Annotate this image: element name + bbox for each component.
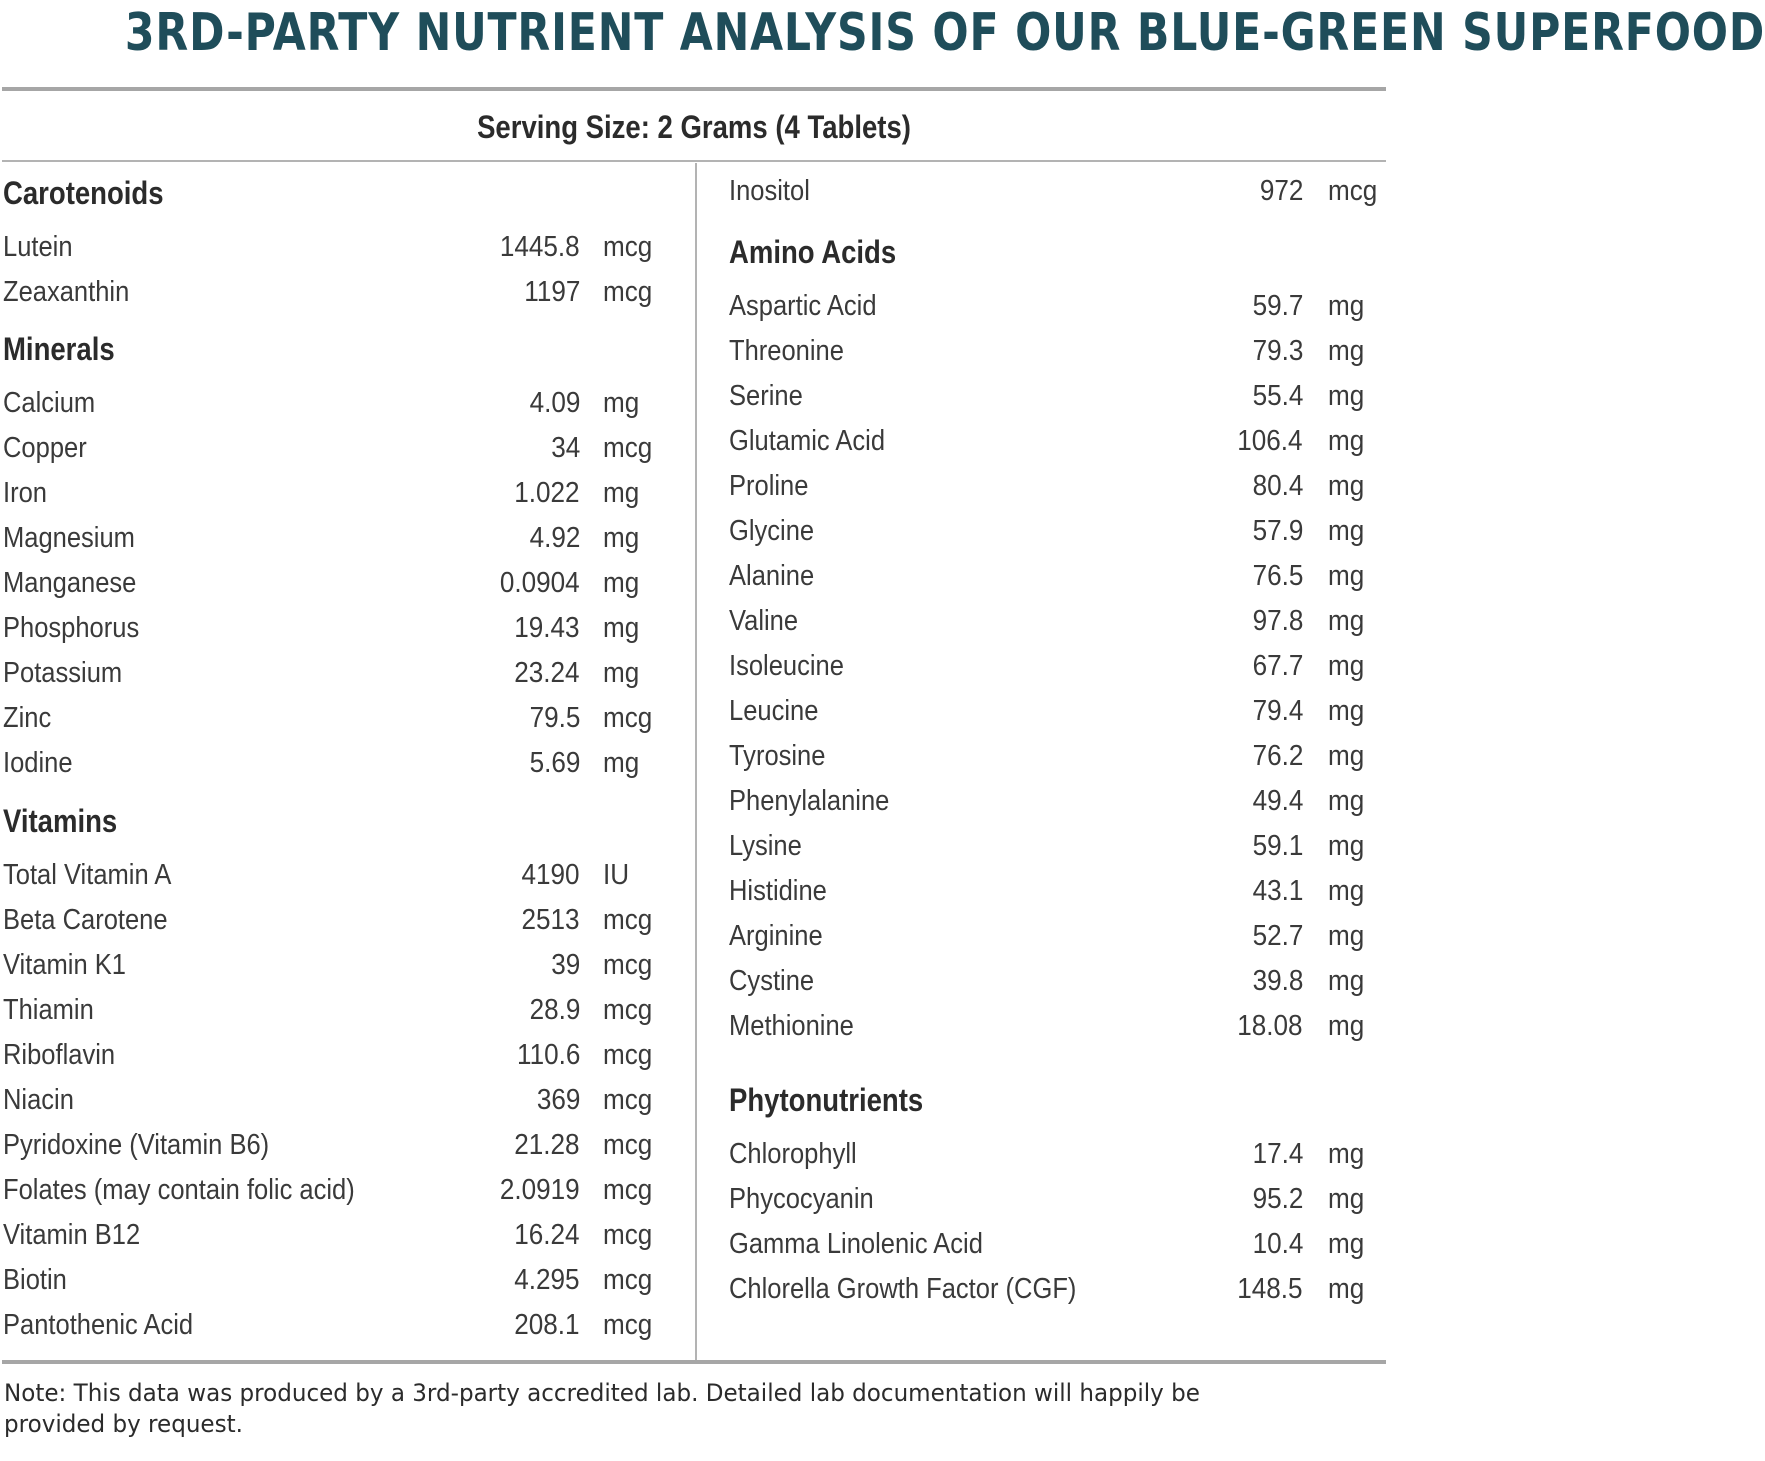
nutrient-unit: mcg <box>603 1219 653 1251</box>
nutrient-unit: mg <box>1328 785 1365 817</box>
nutrient-row <box>729 781 1379 821</box>
nutrient-row <box>729 961 1379 1001</box>
nutrient-unit: mcg <box>603 949 653 981</box>
nutrient-unit: mg <box>1328 515 1365 547</box>
nutrient-name: Iron <box>3 477 47 509</box>
nutrient-name: Iodine <box>3 747 73 779</box>
nutrient-unit: mg <box>1328 1010 1365 1042</box>
nutrient-value: 16.24 <box>514 1219 580 1251</box>
nutrient-name: Potassium <box>3 657 123 689</box>
nutrient-name: Zeaxanthin <box>3 276 130 308</box>
nutrient-value: 148.5 <box>1237 1273 1303 1305</box>
nutrient-row <box>3 1080 658 1120</box>
nutrient-row <box>729 331 1379 371</box>
nutrient-name: Vitamin B12 <box>3 1219 141 1251</box>
nutrient-name: Isoleucine <box>729 650 844 682</box>
nutrient-name: Threonine <box>729 335 844 367</box>
nutrient-row <box>3 383 658 423</box>
nutrient-unit: mcg <box>603 1129 653 1161</box>
nutrient-row <box>3 743 658 783</box>
nutrient-value: 95.2 <box>1252 1183 1303 1215</box>
nutrient-row <box>3 990 658 1030</box>
nutrient-value: 17.4 <box>1252 1138 1303 1170</box>
nutrient-unit: mcg <box>603 1174 653 1206</box>
nutrient-value: 4.92 <box>529 522 580 554</box>
nutrient-unit: mcg <box>603 1039 653 1071</box>
nutrient-unit: mg <box>1328 335 1365 367</box>
nutrient-unit: mcg <box>603 276 653 308</box>
nutrient-value: 52.7 <box>1252 920 1303 952</box>
nutrient-unit: mg <box>603 612 640 644</box>
nutrient-row <box>3 428 658 468</box>
nutrient-row <box>729 421 1379 461</box>
nutrient-name: Beta Carotene <box>3 904 168 936</box>
nutrient-unit: mcg <box>603 1309 653 1341</box>
nutrient-name: Glutamic Acid <box>729 425 886 457</box>
nutrient-unit: mg <box>1328 1183 1365 1215</box>
nutrient-unit: mcg <box>603 231 653 263</box>
nutrient-name: Phenylalanine <box>729 785 890 817</box>
section-heading-carotenoids: Carotenoids <box>3 175 164 211</box>
nutrient-value: 59.1 <box>1252 830 1303 862</box>
nutrient-value: 67.7 <box>1252 650 1303 682</box>
section-heading-amino-acids: Amino Acids <box>729 234 897 270</box>
nutrient-unit: mg <box>1328 1273 1365 1305</box>
nutrient-row <box>729 1269 1379 1309</box>
nutrient-row <box>729 511 1379 551</box>
serving-size: Serving Size: 2 Grams (4 Tablets) <box>477 109 911 145</box>
nutrient-row <box>729 376 1379 416</box>
page-title: 3RD-PARTY NUTRIENT ANALYSIS OF OUR BLUE-GREEN SUPERFOOD <box>124 3 1765 63</box>
nutrient-value: 2.0919 <box>500 1174 580 1206</box>
nutrient-unit: mcg <box>603 994 653 1026</box>
nutrient-name: Phosphorus <box>3 612 140 644</box>
nutrient-row <box>3 227 658 267</box>
nutrient-row <box>729 601 1379 641</box>
nutrient-name: Lutein <box>3 231 73 263</box>
nutrient-value: 49.4 <box>1252 785 1303 817</box>
nutrient-value: 79.4 <box>1252 695 1303 727</box>
nutrient-value: 4.295 <box>514 1264 580 1296</box>
nutrient-name: Magnesium <box>3 522 135 554</box>
nutrient-row <box>729 1006 1379 1046</box>
nutrient-row <box>729 1134 1379 1174</box>
nutrient-unit: mcg <box>603 432 653 464</box>
nutrient-value: 28.9 <box>529 994 580 1026</box>
nutrient-name: Manganese <box>3 567 137 599</box>
nutrient-name: Calcium <box>3 387 96 419</box>
nutrient-value: 5.69 <box>529 747 580 779</box>
nutrient-value: 208.1 <box>514 1309 580 1341</box>
nutrient-value: 1445.8 <box>500 231 580 263</box>
nutrient-row <box>3 945 658 985</box>
nutrient-row <box>729 286 1379 326</box>
nutrient-value: 19.43 <box>514 612 580 644</box>
nutrient-name: Serine <box>729 380 803 412</box>
nutrient-row <box>729 171 1379 211</box>
nutrient-name: Methionine <box>729 1010 854 1042</box>
nutrient-value: 21.28 <box>514 1129 580 1161</box>
nutrient-name: Copper <box>3 432 87 464</box>
nutrient-row <box>3 272 658 312</box>
nutrient-name: Leucine <box>729 695 819 727</box>
nutrient-name: Chlorophyll <box>729 1138 857 1170</box>
nutrient-unit: mg <box>1328 1138 1365 1170</box>
nutrient-name: Proline <box>729 470 809 502</box>
nutrient-name: Phycocyanin <box>729 1183 874 1215</box>
nutrient-name: Gamma Linolenic Acid <box>729 1228 983 1260</box>
nutrient-name: Niacin <box>3 1084 74 1116</box>
nutrient-row <box>3 1170 658 1210</box>
nutrient-row <box>729 556 1379 596</box>
nutrient-value: 10.4 <box>1252 1228 1303 1260</box>
nutrient-value: 18.08 <box>1237 1010 1303 1042</box>
nutrient-value: 76.2 <box>1252 740 1303 772</box>
nutrient-unit: mg <box>1328 380 1365 412</box>
footer-divider <box>2 1360 1386 1364</box>
nutrient-name: Cystine <box>729 965 815 997</box>
nutrient-unit: mcg <box>603 1264 653 1296</box>
nutrient-unit: mcg <box>603 702 653 734</box>
nutrient-unit: mg <box>1328 830 1365 862</box>
nutrient-value: 2513 <box>521 904 580 936</box>
nutrient-name: Zinc <box>3 702 52 734</box>
nutrient-name: Chlorella Growth Factor (CGF) <box>729 1273 1077 1305</box>
nutrient-value: 4190 <box>521 859 580 891</box>
nutrient-row <box>729 916 1379 956</box>
nutrient-value: 97.8 <box>1252 605 1303 637</box>
nutrient-unit: mg <box>1328 650 1365 682</box>
nutrient-row <box>729 1224 1379 1264</box>
nutrient-value: 110.6 <box>516 1039 580 1071</box>
nutrient-name: Aspartic Acid <box>729 290 877 322</box>
nutrient-unit: mg <box>1328 965 1365 997</box>
nutrient-unit: mcg <box>603 1084 653 1116</box>
nutrient-value: 0.0904 <box>500 567 580 599</box>
nutrient-row <box>3 473 658 513</box>
nutrient-row <box>729 646 1379 686</box>
nutrient-unit: mg <box>603 477 640 509</box>
nutrient-row <box>729 871 1379 911</box>
nutrient-value: 106.4 <box>1237 425 1303 457</box>
nutrient-row <box>3 1305 658 1345</box>
nutrient-row <box>729 466 1379 506</box>
nutrient-name: Inositol <box>729 175 810 207</box>
nutrient-unit: mg <box>1328 560 1365 592</box>
nutrient-name: Tyrosine <box>729 740 826 772</box>
nutrient-unit: mg <box>603 657 640 689</box>
nutrient-value: 55.4 <box>1252 380 1303 412</box>
nutrient-value: 369 <box>536 1084 580 1116</box>
nutrient-name: Biotin <box>3 1264 67 1296</box>
nutrient-name: Riboflavin <box>3 1039 116 1071</box>
nutrient-value: 1.022 <box>514 477 580 509</box>
nutrient-row <box>729 736 1379 776</box>
nutrient-unit: mg <box>1328 920 1365 952</box>
nutrient-value: 23.24 <box>514 657 580 689</box>
nutrient-row <box>3 608 658 648</box>
nutrient-unit: mg <box>603 567 640 599</box>
nutrient-unit: mg <box>1328 695 1365 727</box>
nutrient-unit: IU <box>603 859 630 891</box>
lab-note: Note: This data was produced by a 3rd-party accredited lab. Detailed lab documentation will happily be provided by request. <box>4 1379 1200 1438</box>
nutrient-row <box>3 1215 658 1255</box>
nutrient-unit: mg <box>1328 425 1365 457</box>
nutrient-unit: mg <box>603 522 640 554</box>
section-heading-minerals: Minerals <box>3 331 115 367</box>
nutrient-unit: mg <box>1328 290 1365 322</box>
nutrient-value: 43.1 <box>1252 875 1303 907</box>
nutrient-row <box>3 1260 658 1300</box>
nutrient-unit: mg <box>1328 1228 1365 1260</box>
nutrient-unit: mg <box>1328 470 1365 502</box>
nutrient-value: 4.09 <box>529 387 580 419</box>
nutrient-name: Folates (may contain folic acid) <box>3 1174 355 1206</box>
nutrient-row <box>3 563 658 603</box>
section-heading-phytonutrients: Phytonutrients <box>729 1082 924 1118</box>
serving-divider <box>2 160 1386 162</box>
nutrient-unit: mg <box>1328 740 1365 772</box>
nutrient-row <box>3 518 658 558</box>
nutrient-value: 972 <box>1259 175 1303 207</box>
nutrient-name: Lysine <box>729 830 802 862</box>
nutrient-row <box>3 698 658 738</box>
nutrient-unit: mcg <box>1328 175 1378 207</box>
nutrient-name: Total Vitamin A <box>3 859 172 891</box>
nutrient-row <box>3 1035 658 1075</box>
nutrient-value: 1197 <box>523 276 580 308</box>
section-heading-vitamins: Vitamins <box>3 803 118 839</box>
nutrient-unit: mg <box>603 747 640 779</box>
nutrient-value: 79.5 <box>529 702 580 734</box>
nutrient-name: Pantothenic Acid <box>3 1309 194 1341</box>
nutrient-value: 79.3 <box>1252 335 1303 367</box>
nutrient-name: Valine <box>729 605 799 637</box>
nutrient-row <box>729 1179 1379 1219</box>
nutrient-value: 76.5 <box>1252 560 1303 592</box>
nutrient-unit: mcg <box>603 904 653 936</box>
nutrient-unit: mg <box>1328 605 1365 637</box>
nutrient-name: Arginine <box>729 920 823 952</box>
nutrient-value: 57.9 <box>1252 515 1303 547</box>
nutrient-unit: mg <box>1328 875 1365 907</box>
nutrient-value: 80.4 <box>1252 470 1303 502</box>
nutrient-value: 39 <box>550 949 580 981</box>
nutrient-name: Alanine <box>729 560 815 592</box>
nutrient-name: Vitamin K1 <box>3 949 126 981</box>
nutrient-value: 39.8 <box>1252 965 1303 997</box>
nutrient-name: Pyridoxine (Vitamin B6) <box>3 1129 270 1161</box>
title-divider <box>2 87 1386 91</box>
nutrient-row <box>3 900 658 940</box>
nutrient-name: Thiamin <box>3 994 94 1026</box>
nutrient-unit: mg <box>603 387 640 419</box>
nutrient-row <box>3 1125 658 1165</box>
nutrient-row <box>3 653 658 693</box>
nutrient-name: Histidine <box>729 875 827 907</box>
nutrient-value: 34 <box>550 432 580 464</box>
nutrient-name: Glycine <box>729 515 815 547</box>
nutrient-row <box>3 855 658 895</box>
nutrient-value: 59.7 <box>1252 290 1303 322</box>
nutrient-row <box>729 691 1379 731</box>
column-divider <box>695 163 697 1360</box>
nutrient-row <box>729 826 1379 866</box>
